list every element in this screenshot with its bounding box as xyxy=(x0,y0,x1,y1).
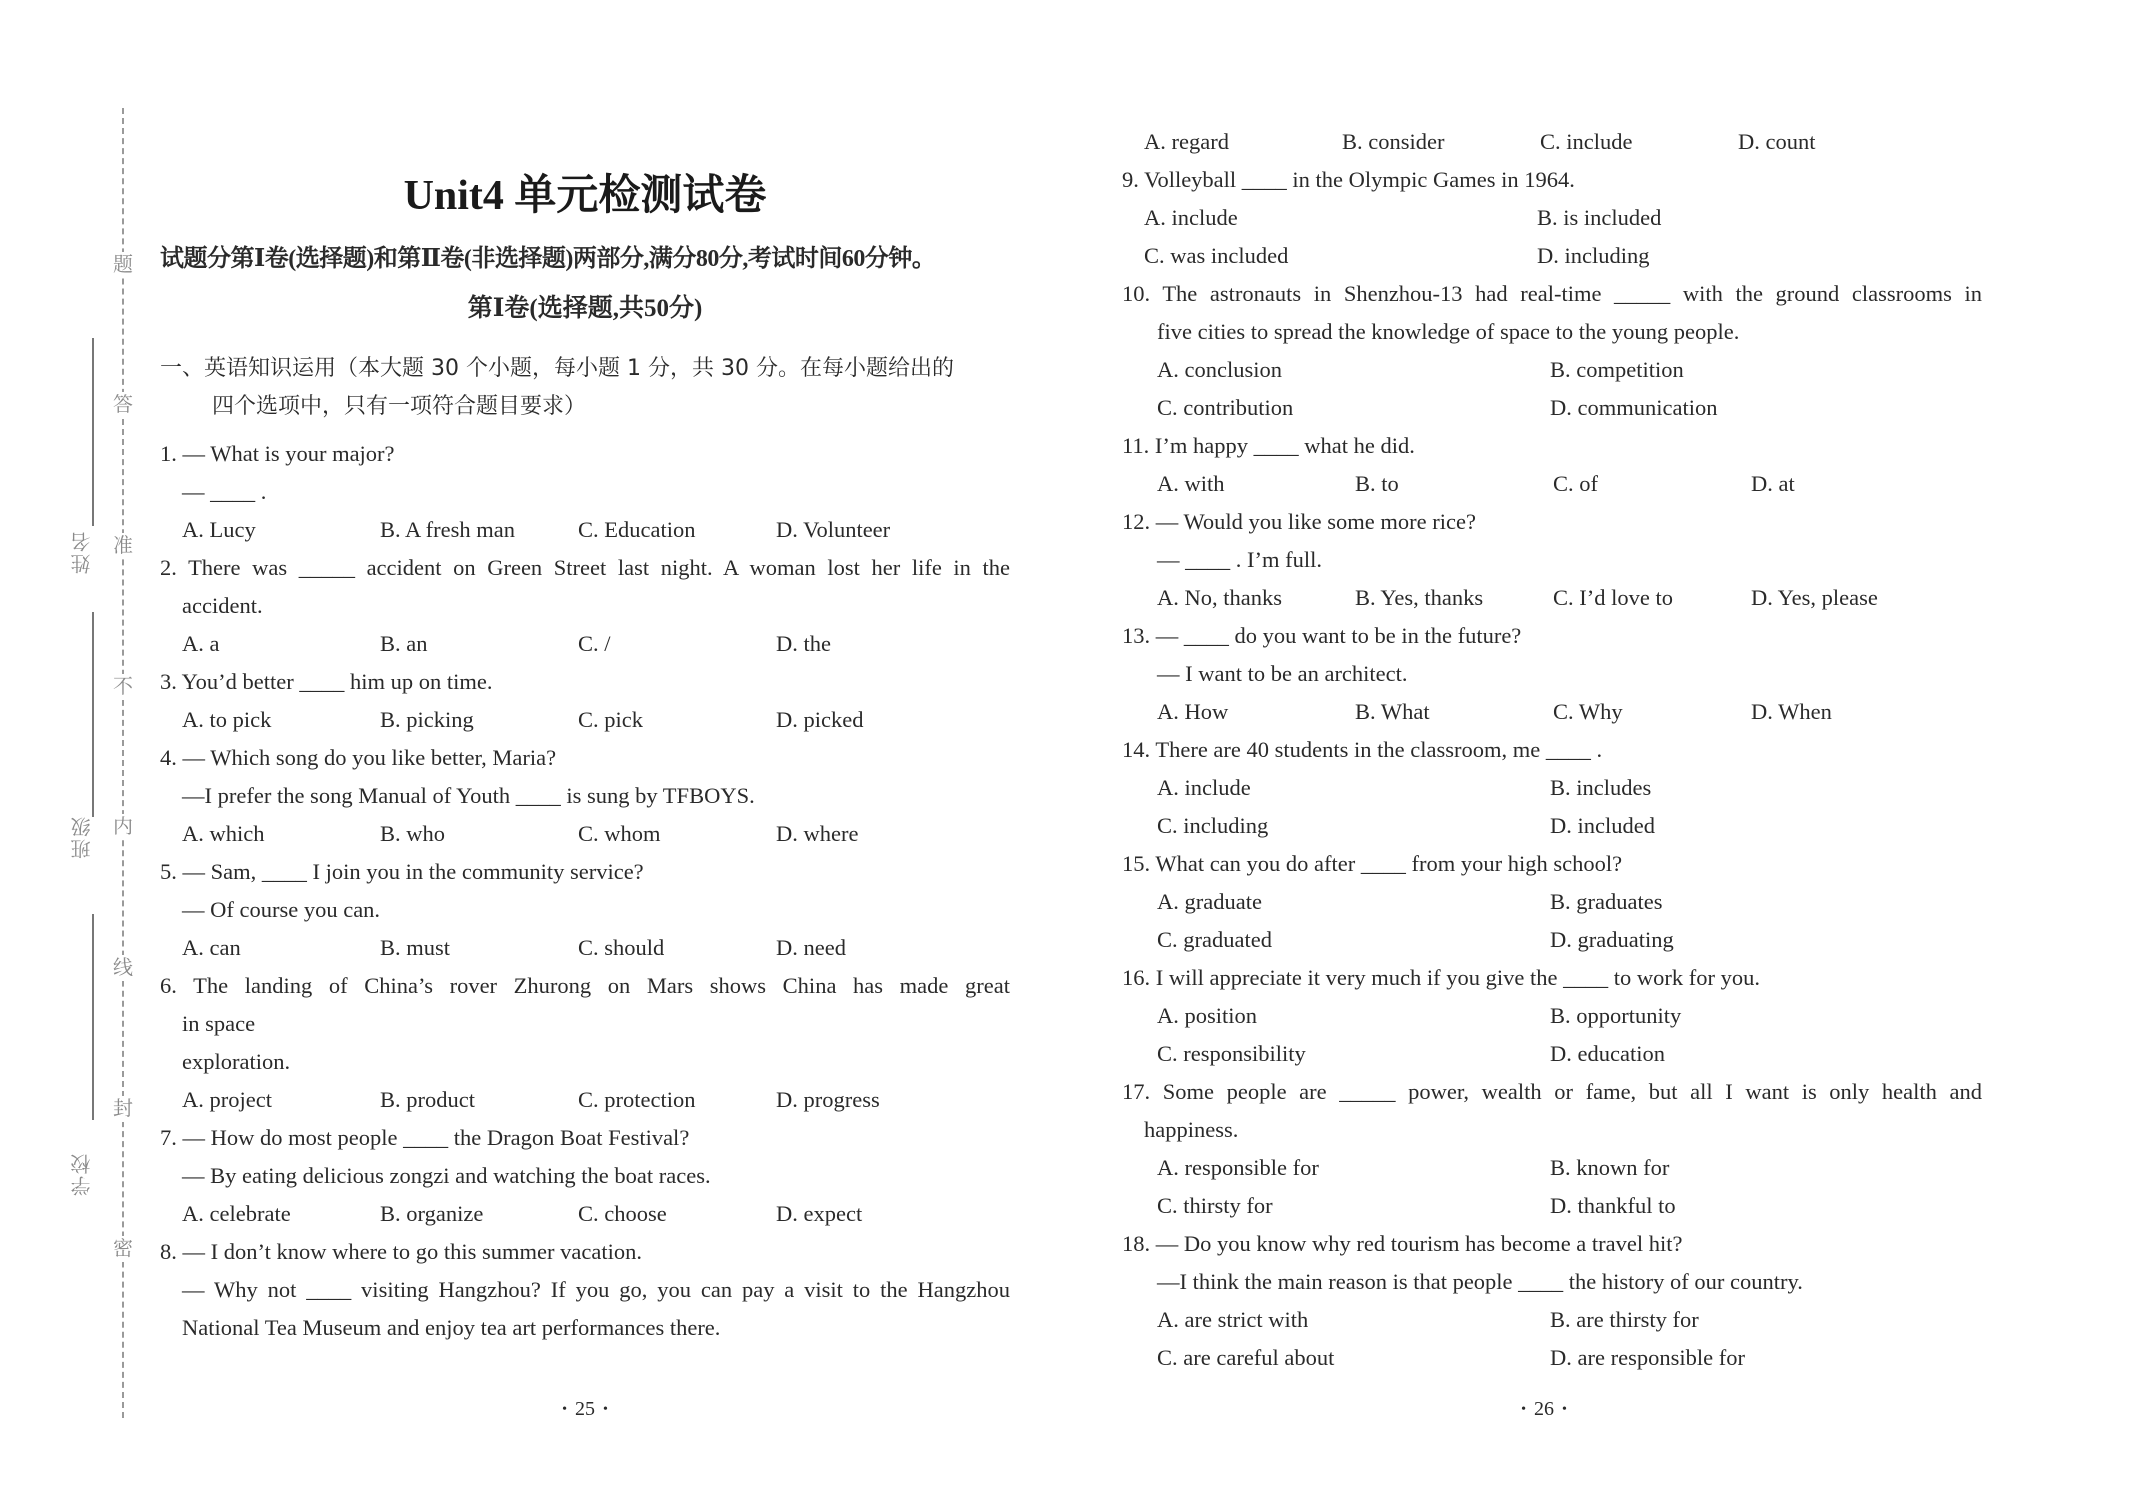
question-item xyxy=(1122,959,1982,1073)
question-item xyxy=(1122,123,1982,161)
options-row xyxy=(1122,1301,1982,1339)
bullet-icon: • xyxy=(562,1402,567,1418)
options-row xyxy=(1122,921,1982,959)
options-row xyxy=(160,701,1010,739)
question-line: —I prefer the song Manual of Youth ____ is sung by TFBOYS. xyxy=(182,783,755,808)
question-stem: 8. — I don’t know where to go this summer vacation. xyxy=(160,1239,643,1264)
answer-option[interactable]: C. / xyxy=(578,631,611,656)
answer-option[interactable]: C. whom xyxy=(578,821,661,846)
bullet-icon: • xyxy=(1521,1402,1526,1418)
answer-option[interactable]: B. competition xyxy=(1550,357,1684,382)
question-stem: 6. The landing of China’s rover Zhurong on Mars shows China has made great xyxy=(160,973,1010,998)
options-row xyxy=(160,1081,1010,1119)
answer-option[interactable]: D. are responsible for xyxy=(1550,1345,1745,1370)
answer-option[interactable]: C. should xyxy=(578,935,665,960)
question-stem: 3. You’d better ____ him up on time. xyxy=(160,669,493,694)
answer-option[interactable]: D. thankful to xyxy=(1550,1193,1676,1218)
margin-char: 封 xyxy=(110,1096,136,1122)
options-row xyxy=(1122,1149,1982,1187)
page-number xyxy=(1444,1398,1644,1421)
question-line: happiness. xyxy=(1144,1117,1239,1142)
answer-option[interactable]: B. A fresh man xyxy=(380,517,515,542)
answer-option[interactable]: C. Education xyxy=(578,517,696,542)
question-item xyxy=(1122,161,1982,275)
page-number xyxy=(485,1398,685,1421)
question-line: — Of course you can. xyxy=(182,897,381,922)
question-stem: 12. — Would you like some more rice? xyxy=(1122,509,1476,534)
answer-option[interactable]: D. graduating xyxy=(1550,927,1674,952)
options-row xyxy=(1122,769,1982,807)
question-item xyxy=(160,663,1010,739)
options-row xyxy=(1122,807,1982,845)
answer-option[interactable]: A. graduate xyxy=(1157,889,1262,914)
answer-option[interactable]: C. Why xyxy=(1553,699,1623,724)
question-list xyxy=(1122,123,1982,1377)
options-row xyxy=(1122,237,1982,275)
question-stem: 9. Volleyball ____ in the Olympic Games in 1964. xyxy=(1122,167,1575,192)
answer-option[interactable]: C. was included xyxy=(1144,243,1289,268)
question-stem: 13. — ____ do you want to be in the future? xyxy=(1122,623,1522,648)
answer-option[interactable]: C. are careful about xyxy=(1157,1345,1335,1370)
answer-option[interactable]: A. include xyxy=(1144,205,1238,230)
question-line: — By eating delicious zongzi and watching the boat races. xyxy=(182,1163,711,1188)
binding-dashed-line xyxy=(122,108,124,1418)
margin-char: 线 xyxy=(110,955,136,981)
answer-option[interactable]: B. who xyxy=(380,821,446,846)
answer-option[interactable]: D. When xyxy=(1751,699,1832,724)
exam-intro: 试题分第Ⅰ卷(选择题)和第Ⅱ卷(非选择题)两部分,满分80分,考试时间60分钟。 xyxy=(160,246,936,272)
answer-option[interactable]: A. with xyxy=(1157,471,1225,496)
answer-option[interactable]: B. must xyxy=(380,935,451,960)
answer-option[interactable]: D. progress xyxy=(776,1087,880,1112)
answer-option[interactable]: A. responsible for xyxy=(1157,1155,1319,1180)
question-item xyxy=(1122,427,1982,503)
answer-option[interactable]: B. includes xyxy=(1550,775,1652,800)
options-row xyxy=(1122,693,1982,731)
answer-option[interactable]: A. can xyxy=(182,935,241,960)
question-item xyxy=(160,739,1010,853)
question-item xyxy=(1122,1073,1982,1225)
answer-option[interactable]: B. opportunity xyxy=(1550,1003,1682,1028)
answer-option[interactable]: C. include xyxy=(1540,129,1633,154)
section-heading xyxy=(160,350,1020,426)
question-line: exploration. xyxy=(182,1049,291,1074)
answer-option[interactable]: A. Lucy xyxy=(182,517,256,542)
answer-option[interactable]: D. including xyxy=(1537,243,1650,268)
answer-option[interactable]: A. regard xyxy=(1144,129,1229,154)
question-item xyxy=(160,435,1010,549)
question-line: in space xyxy=(182,1011,256,1036)
answer-option[interactable]: A. No, thanks xyxy=(1157,585,1282,610)
question-stem: 11. I’m happy ____ what he did. xyxy=(1122,433,1415,458)
answer-option[interactable]: C. thirsty for xyxy=(1157,1193,1273,1218)
page-title: Unit4 单元检测试卷 xyxy=(403,173,767,219)
answer-option[interactable]: D. Yes, please xyxy=(1751,585,1878,610)
question-line: —I think the main reason is that people ____ the history of our country. xyxy=(1157,1269,1803,1294)
options-row xyxy=(160,625,1010,663)
answer-option[interactable]: C. I’d love to xyxy=(1553,585,1673,610)
name-label: 姓名 xyxy=(72,530,94,574)
question-item xyxy=(1122,275,1982,427)
answer-option[interactable]: B. picking xyxy=(380,707,474,732)
answer-option[interactable]: D. expect xyxy=(776,1201,863,1226)
bullet-icon: • xyxy=(603,1402,608,1418)
answer-option[interactable]: D. picked xyxy=(776,707,864,732)
answer-option[interactable]: D. where xyxy=(776,821,859,846)
question-stem: 7. — How do most people ____ the Dragon Boat Festival? xyxy=(160,1125,690,1150)
question-stem: 1. — What is your major? xyxy=(160,441,395,466)
options-row xyxy=(1122,883,1982,921)
margin-char: 题 xyxy=(110,252,136,278)
answer-option[interactable]: D. need xyxy=(776,935,846,960)
bullet-icon: • xyxy=(1562,1402,1567,1418)
question-stem: 5. — Sam, ____ I join you in the community service? xyxy=(160,859,644,884)
answer-option[interactable]: B. an xyxy=(380,631,428,656)
question-stem: 16. I will appreciate it very much if you give the ____ to work for you. xyxy=(1122,965,1760,990)
school-fill-line[interactable] xyxy=(92,914,94,1120)
answer-option[interactable]: B. What xyxy=(1355,699,1430,724)
answer-option[interactable]: B. is included xyxy=(1537,205,1662,230)
page-number-value: 25 xyxy=(575,1398,595,1420)
section-heading-line: 一、英语知识运用（本大题 30 个小题，每小题 1 分，共 30 分。在每小题给出的 xyxy=(160,356,954,381)
question-item xyxy=(160,1233,1010,1347)
options-row xyxy=(1122,123,1982,161)
answer-option[interactable]: D. Volunteer xyxy=(776,517,891,542)
answer-option[interactable]: C. of xyxy=(1553,471,1598,496)
question-item xyxy=(1122,617,1982,731)
options-row xyxy=(160,1195,1010,1233)
school-label: 学校 xyxy=(72,1152,94,1196)
question-stem: 17. Some people are _____ power, wealth or fame, but all I want is only health and xyxy=(1122,1079,1982,1104)
question-line: accident. xyxy=(182,593,263,618)
options-row xyxy=(1122,579,1982,617)
question-stem: 10. The astronauts in Shenzhou-13 had real-time _____ with the ground classrooms in xyxy=(1122,281,1982,306)
answer-option[interactable]: D. the xyxy=(776,631,831,656)
answer-option[interactable]: B. product xyxy=(380,1087,475,1112)
question-line: five cities to spread the knowledge of space to the young people. xyxy=(1157,319,1740,344)
answer-option[interactable]: A. a xyxy=(182,631,220,656)
answer-option[interactable]: A. How xyxy=(1157,699,1229,724)
answer-option[interactable]: B. to xyxy=(1355,471,1399,496)
question-item xyxy=(1122,731,1982,845)
margin-char: 内 xyxy=(110,814,136,840)
question-stem: 2. There was _____ accident on Green Street last night. A woman lost her life in the xyxy=(160,555,1010,580)
question-stem: 15. What can you do after ____ from your high school? xyxy=(1122,851,1623,876)
question-item xyxy=(1122,845,1982,959)
question-line: — ____ . I’m full. xyxy=(1157,547,1322,572)
name-fill-line[interactable] xyxy=(92,338,94,526)
options-row xyxy=(1122,351,1982,389)
options-row xyxy=(1122,1339,1982,1377)
answer-option[interactable]: A. celebrate xyxy=(182,1201,291,1226)
answer-option[interactable]: B. organize xyxy=(380,1201,484,1226)
answer-option[interactable]: A. project xyxy=(182,1087,272,1112)
answer-option[interactable]: B. graduates xyxy=(1550,889,1663,914)
question-stem: 14. There are 40 students in the classroom, me ____ . xyxy=(1122,737,1603,762)
answer-option[interactable]: B. consider xyxy=(1342,129,1445,154)
answer-option[interactable]: A. are strict with xyxy=(1157,1307,1309,1332)
question-line: — ____ . xyxy=(182,479,267,504)
answer-option[interactable]: C. pick xyxy=(578,707,643,732)
options-row xyxy=(160,511,1010,549)
answer-option[interactable]: C. choose xyxy=(578,1201,667,1226)
answer-option[interactable]: B. are thirsty for xyxy=(1550,1307,1699,1332)
question-item xyxy=(160,967,1010,1119)
question-line: National Tea Museum and enjoy tea art performances there. xyxy=(182,1315,721,1340)
options-row xyxy=(1122,199,1982,237)
answer-option[interactable]: D. at xyxy=(1751,471,1795,496)
margin-char: 答 xyxy=(110,392,136,418)
answer-option[interactable]: A. conclusion xyxy=(1157,357,1282,382)
page-number-value: 26 xyxy=(1534,1398,1554,1420)
question-item xyxy=(1122,1225,1982,1377)
question-list xyxy=(160,435,1010,1347)
options-row xyxy=(160,815,1010,853)
question-line: — Why not ____ visiting Hangzhou? If you go, you can pay a visit to the Hangzhou xyxy=(182,1277,1010,1302)
options-row xyxy=(1122,1187,1982,1225)
answer-option[interactable]: C. protection xyxy=(578,1087,696,1112)
answer-option[interactable]: D. count xyxy=(1738,129,1816,154)
class-label: 班级 xyxy=(72,815,94,859)
answer-option[interactable]: D. education xyxy=(1550,1041,1665,1066)
class-fill-line[interactable] xyxy=(92,612,94,817)
answer-option[interactable]: B. known for xyxy=(1550,1155,1670,1180)
answer-option[interactable]: C. including xyxy=(1157,813,1269,838)
answer-option[interactable]: A. which xyxy=(182,821,265,846)
answer-option[interactable]: A. include xyxy=(1157,775,1251,800)
answer-option[interactable]: A. position xyxy=(1157,1003,1258,1028)
part-heading: 第Ⅰ卷(选择题,共50分) xyxy=(467,295,703,322)
options-row xyxy=(1122,1035,1982,1073)
question-item xyxy=(1122,503,1982,617)
margin-char: 不 xyxy=(110,674,136,700)
question-item xyxy=(160,853,1010,967)
section-heading-line: 四个选项中，只有一项符合题目要求） xyxy=(212,394,587,419)
margin-char: 准 xyxy=(110,533,136,559)
options-row xyxy=(160,929,1010,967)
question-stem: 18. — Do you know why red tourism has become a travel hit? xyxy=(1122,1231,1683,1256)
answer-option[interactable]: A. to pick xyxy=(182,707,272,732)
answer-option[interactable]: D. included xyxy=(1550,813,1655,838)
answer-option[interactable]: C. responsibility xyxy=(1157,1041,1306,1066)
answer-option[interactable]: C. contribution xyxy=(1157,395,1294,420)
question-stem: 4. — Which song do you like better, Maria? xyxy=(160,745,557,770)
options-row xyxy=(1122,997,1982,1035)
question-item xyxy=(160,1119,1010,1233)
answer-option[interactable]: B. Yes, thanks xyxy=(1355,585,1484,610)
options-row xyxy=(1122,465,1982,503)
options-row xyxy=(1122,389,1982,427)
answer-option[interactable]: D. communication xyxy=(1550,395,1718,420)
answer-option[interactable]: C. graduated xyxy=(1157,927,1272,952)
question-line: — I want to be an architect. xyxy=(1157,661,1408,686)
question-item xyxy=(160,549,1010,663)
margin-char: 密 xyxy=(110,1236,136,1262)
